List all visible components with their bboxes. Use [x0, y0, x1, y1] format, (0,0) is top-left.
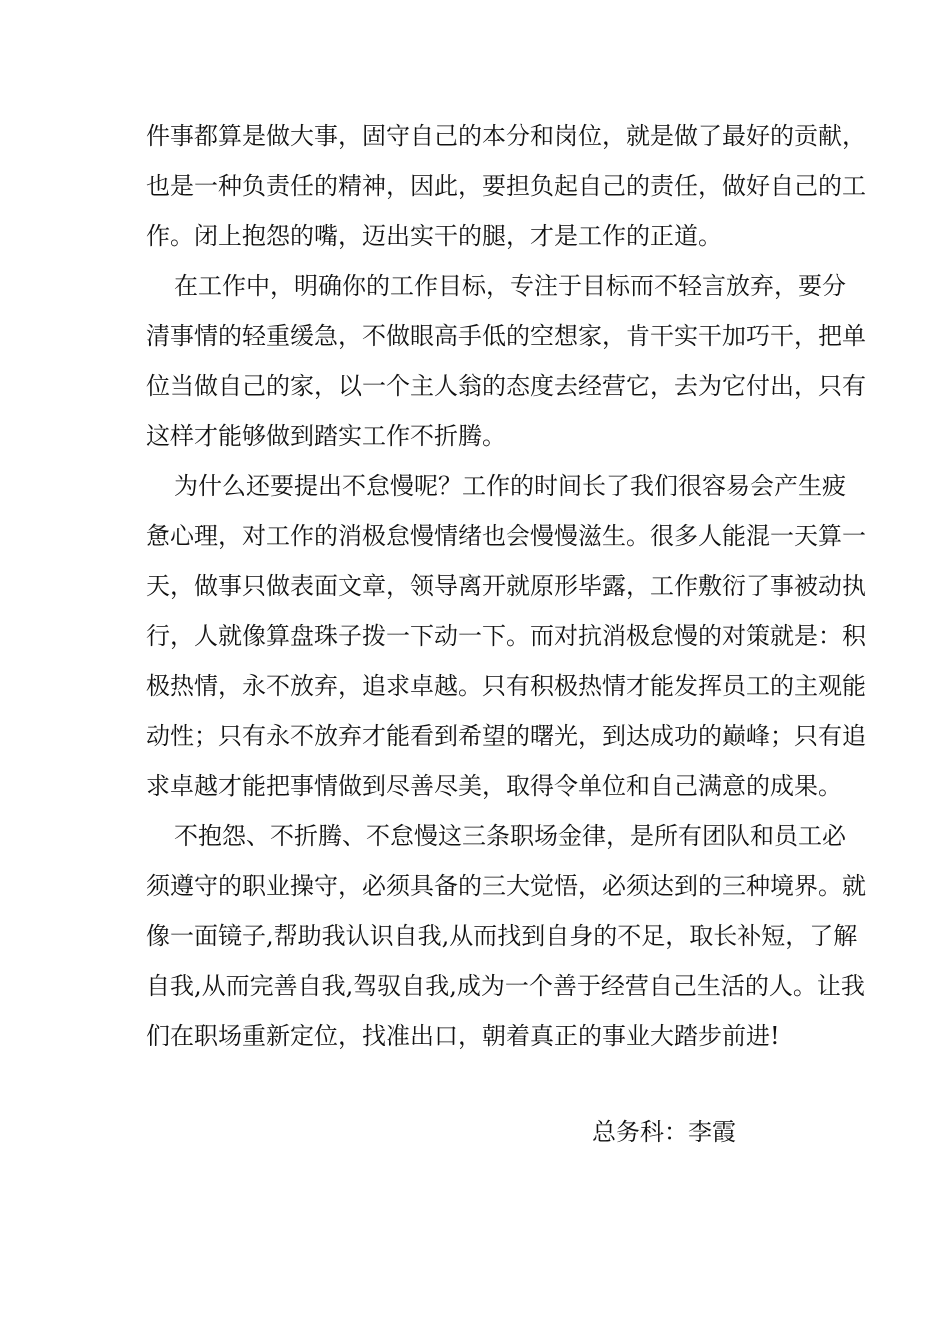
body-text-line: 位当做自己的家，以一个主人翁的态度去经营它，去为它付出，只有	[146, 372, 866, 400]
paragraph-first-line: 不抱怨、不折腾、不怠慢这三条职场金律，是所有团队和员工必	[174, 822, 846, 850]
body-text-line: 也是一种负责任的精神，因此，要担负起自己的责任，做好自己的工	[146, 172, 866, 200]
body-text-line: 惫心理，对工作的消极怠慢情绪也会慢慢滋生。很多人能混一天算一	[146, 522, 866, 550]
body-text-line: 自我,从而完善自我,驾驭自我,成为一个善于经营自己生活的人。让我	[146, 972, 865, 1000]
body-text-line: 像一面镜子,帮助我认识自我,从而找到自身的不足，取长补短，了解	[146, 922, 858, 950]
paragraph-first-line: 为什么还要提出不怠慢呢？工作的时间长了我们很容易会产生疲	[174, 472, 846, 500]
body-text-line: 须遵守的职业操守，必须具备的三大觉悟，必须达到的三种境界。就	[146, 872, 866, 900]
body-text-line: 天，做事只做表面文章，领导离开就原形毕露，工作敷衍了事被动执	[146, 572, 866, 600]
body-text-line: 动性；只有永不放弃才能看到希望的曙光，到达成功的巅峰；只有追	[146, 722, 866, 750]
body-text-line: 求卓越才能把事情做到尽善尽美，取得令单位和自己满意的成果。	[146, 772, 842, 800]
body-text-line: 行，人就像算盘珠子拨一下动一下。而对抗消极怠慢的对策就是：积	[146, 622, 866, 650]
paragraph-first-line: 在工作中，明确你的工作目标，专注于目标而不轻言放弃，要分	[174, 272, 846, 300]
body-text-line: 作。闭上抱怨的嘴，迈出实干的腿，才是工作的正道。	[146, 222, 722, 250]
body-text-line: 们在职场重新定位，找准出口，朝着真正的事业大踏步前进!	[146, 1022, 780, 1050]
body-text-line: 这样才能够做到踏实工作不折腾。	[146, 422, 506, 450]
signature: 总务科：李霞	[592, 1118, 736, 1146]
body-text-line: 极热情，永不放弃，追求卓越。只有积极热情才能发挥员工的主观能	[146, 672, 866, 700]
body-text-line: 件事都算是做大事，固守自己的本分和岗位，就是做了最好的贡献，	[146, 122, 866, 150]
body-text-line: 清事情的轻重缓急，不做眼高手低的空想家，肯干实干加巧干，把单	[146, 322, 866, 350]
